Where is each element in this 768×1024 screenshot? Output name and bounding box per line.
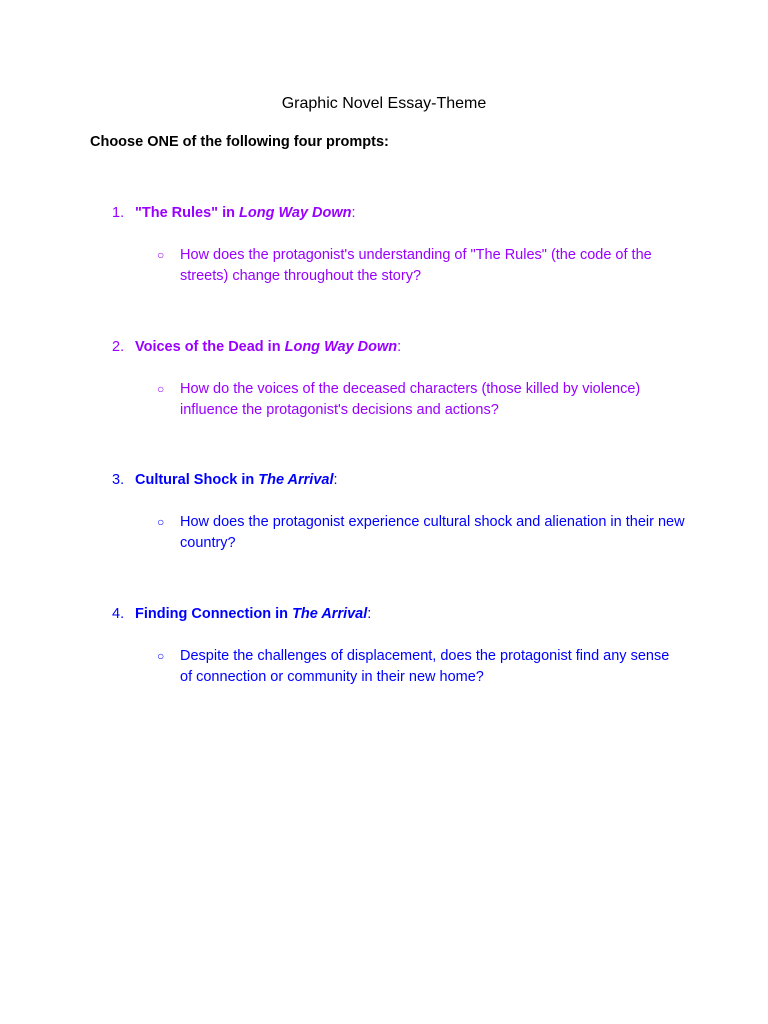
prompt-number: 4. <box>112 606 125 622</box>
prompt-suffix: : <box>367 606 372 622</box>
prompt-number: 3. <box>112 472 125 488</box>
prompt-number: 1. <box>112 205 125 221</box>
prompt-heading <box>112 471 338 489</box>
prompt-book-title: The Arrival <box>292 606 368 622</box>
document-title: Graphic Novel Essay-Theme <box>281 95 487 112</box>
prompt-heading <box>112 204 356 222</box>
prompt-book-title: Long Way Down <box>239 205 352 221</box>
hollow-circle-bullet-icon: ○ <box>157 248 165 262</box>
prompt-heading <box>112 338 401 356</box>
prompt-heading <box>112 605 371 623</box>
hollow-circle-bullet-icon: ○ <box>157 649 165 663</box>
prompt-suffix: : <box>351 205 356 221</box>
prompt-topic: Voices of the Dead in <box>135 339 285 355</box>
prompt-question: How do the voices of the deceased characters (those killed by violence) influence the protagonist's decisions and actions? <box>180 381 641 418</box>
prompt-question: Despite the challenges of displacement, does the protagonist find any sense of connection or community in their new home? <box>180 648 670 685</box>
prompt-question: How does the protagonist experience cultural shock and alienation in their new country? <box>180 514 685 551</box>
prompt-topic: Cultural Shock in <box>135 472 259 488</box>
prompt-suffix: : <box>397 339 402 355</box>
prompt-suffix: : <box>333 472 338 488</box>
prompt-book-title: Long Way Down <box>284 339 398 355</box>
prompt-topic: Finding Connection in <box>135 606 293 622</box>
hollow-circle-bullet-icon: ○ <box>157 515 165 529</box>
prompt-topic: "The Rules" in <box>135 205 239 221</box>
prompt-question: How does the protagonist's understanding of "The Rules" (the code of the streets) change throughout the story? <box>180 247 652 284</box>
instructions: Choose ONE of the following four prompts: <box>90 134 389 150</box>
prompt-number: 2. <box>112 339 125 355</box>
hollow-circle-bullet-icon: ○ <box>157 382 165 396</box>
prompt-book-title: The Arrival <box>258 472 334 488</box>
